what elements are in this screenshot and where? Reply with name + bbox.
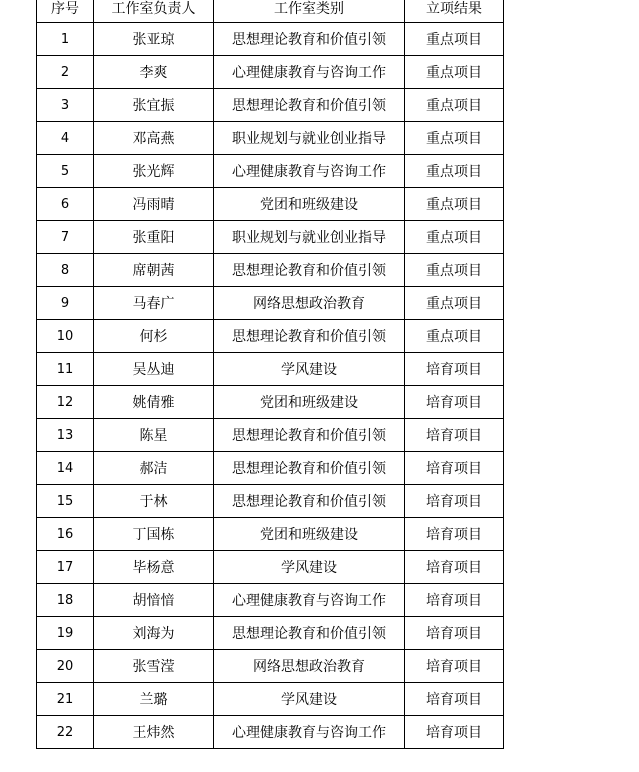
cell-leader: 马春广 <box>94 287 214 320</box>
cell-index: 21 <box>37 683 94 716</box>
cell-result: 培育项目 <box>405 452 504 485</box>
cell-category: 思想理论教育和价值引领 <box>214 254 405 287</box>
cell-index: 5 <box>37 155 94 188</box>
cell-result: 重点项目 <box>405 155 504 188</box>
cell-index: 8 <box>37 254 94 287</box>
cell-result: 培育项目 <box>405 584 504 617</box>
cell-result: 培育项目 <box>405 419 504 452</box>
cell-index: 17 <box>37 551 94 584</box>
table-row <box>37 23 504 56</box>
cell-index: 10 <box>37 320 94 353</box>
cell-category: 心理健康教育与咨询工作 <box>214 155 405 188</box>
cell-leader: 冯雨晴 <box>94 188 214 221</box>
table-row <box>37 155 504 188</box>
cell-index: 3 <box>37 89 94 122</box>
cell-index: 19 <box>37 617 94 650</box>
cell-category: 网络思想政治教育 <box>214 650 405 683</box>
table-body <box>37 23 504 749</box>
cell-result: 培育项目 <box>405 617 504 650</box>
cell-result: 培育项目 <box>405 716 504 749</box>
cell-index: 11 <box>37 353 94 386</box>
cell-leader: 张宜振 <box>94 89 214 122</box>
cell-leader: 姚倩雅 <box>94 386 214 419</box>
cell-category: 党团和班级建设 <box>214 386 405 419</box>
cell-result: 重点项目 <box>405 188 504 221</box>
cell-leader: 刘海为 <box>94 617 214 650</box>
cell-leader: 胡愔愔 <box>94 584 214 617</box>
cell-index: 1 <box>37 23 94 56</box>
cell-category: 思想理论教育和价值引领 <box>214 617 405 650</box>
cell-leader: 张光辉 <box>94 155 214 188</box>
cell-leader: 张重阳 <box>94 221 214 254</box>
cell-index: 4 <box>37 122 94 155</box>
header-leader: 工作室负责人 <box>94 0 214 23</box>
table-row <box>37 221 504 254</box>
table-row <box>37 353 504 386</box>
cell-result: 培育项目 <box>405 650 504 683</box>
cell-leader: 席朝茜 <box>94 254 214 287</box>
header-result: 立项结果 <box>405 0 504 23</box>
cell-category: 思想理论教育和价值引领 <box>214 485 405 518</box>
cell-result: 重点项目 <box>405 56 504 89</box>
cell-leader: 陈星 <box>94 419 214 452</box>
cell-category: 思想理论教育和价值引领 <box>214 320 405 353</box>
cell-leader: 郝洁 <box>94 452 214 485</box>
cell-index: 14 <box>37 452 94 485</box>
table-row <box>37 89 504 122</box>
cell-result: 培育项目 <box>405 353 504 386</box>
cell-category: 学风建设 <box>214 353 405 386</box>
header-index: 序号 <box>37 0 94 23</box>
cell-index: 2 <box>37 56 94 89</box>
table-row <box>37 485 504 518</box>
cell-leader: 邓高燕 <box>94 122 214 155</box>
cell-category: 心理健康教育与咨询工作 <box>214 584 405 617</box>
cell-category: 思想理论教育和价值引领 <box>214 419 405 452</box>
header-row <box>37 0 504 23</box>
table-row <box>37 551 504 584</box>
cell-leader: 兰璐 <box>94 683 214 716</box>
cell-category: 党团和班级建设 <box>214 518 405 551</box>
cell-result: 重点项目 <box>405 221 504 254</box>
table-row <box>37 254 504 287</box>
cell-result: 重点项目 <box>405 320 504 353</box>
table-row <box>37 122 504 155</box>
cell-category: 思想理论教育和价值引领 <box>214 452 405 485</box>
cell-category: 思想理论教育和价值引领 <box>214 89 405 122</box>
cell-leader: 毕杨意 <box>94 551 214 584</box>
cell-result: 重点项目 <box>405 122 504 155</box>
cell-leader: 吴丛迪 <box>94 353 214 386</box>
cell-category: 思想理论教育和价值引领 <box>214 23 405 56</box>
table-row <box>37 584 504 617</box>
cell-category: 党团和班级建设 <box>214 188 405 221</box>
cell-result: 重点项目 <box>405 23 504 56</box>
cell-category: 学风建设 <box>214 683 405 716</box>
cell-category: 心理健康教育与咨询工作 <box>214 56 405 89</box>
table-row <box>37 716 504 749</box>
cell-index: 6 <box>37 188 94 221</box>
cell-category: 心理健康教育与咨询工作 <box>214 716 405 749</box>
table-header <box>37 0 504 23</box>
table-row <box>37 320 504 353</box>
cell-leader: 何杉 <box>94 320 214 353</box>
cell-leader: 李爽 <box>94 56 214 89</box>
table-row <box>37 188 504 221</box>
cell-index: 18 <box>37 584 94 617</box>
table-row <box>37 56 504 89</box>
cell-index: 12 <box>37 386 94 419</box>
table-row <box>37 650 504 683</box>
cell-index: 20 <box>37 650 94 683</box>
cell-leader: 张亚琼 <box>94 23 214 56</box>
cell-leader: 于林 <box>94 485 214 518</box>
cell-category: 学风建设 <box>214 551 405 584</box>
cell-result: 重点项目 <box>405 287 504 320</box>
project-result-table <box>36 0 504 749</box>
cell-category: 职业规划与就业创业指导 <box>214 122 405 155</box>
table-row <box>37 419 504 452</box>
cell-index: 7 <box>37 221 94 254</box>
cell-result: 重点项目 <box>405 254 504 287</box>
cell-index: 13 <box>37 419 94 452</box>
cell-leader: 张雪滢 <box>94 650 214 683</box>
cell-result: 培育项目 <box>405 485 504 518</box>
table-row <box>37 386 504 419</box>
cell-leader: 丁国栋 <box>94 518 214 551</box>
cell-leader: 王炜然 <box>94 716 214 749</box>
cell-index: 9 <box>37 287 94 320</box>
table-row <box>37 617 504 650</box>
cell-category: 职业规划与就业创业指导 <box>214 221 405 254</box>
cell-result: 重点项目 <box>405 89 504 122</box>
cell-result: 培育项目 <box>405 683 504 716</box>
cell-result: 培育项目 <box>405 386 504 419</box>
cell-index: 15 <box>37 485 94 518</box>
cell-index: 16 <box>37 518 94 551</box>
header-category: 工作室类别 <box>214 0 405 23</box>
table-row <box>37 518 504 551</box>
cell-result: 培育项目 <box>405 518 504 551</box>
table-row <box>37 287 504 320</box>
cell-result: 培育项目 <box>405 551 504 584</box>
table-row <box>37 452 504 485</box>
cell-category: 网络思想政治教育 <box>214 287 405 320</box>
table-row <box>37 683 504 716</box>
cell-index: 22 <box>37 716 94 749</box>
